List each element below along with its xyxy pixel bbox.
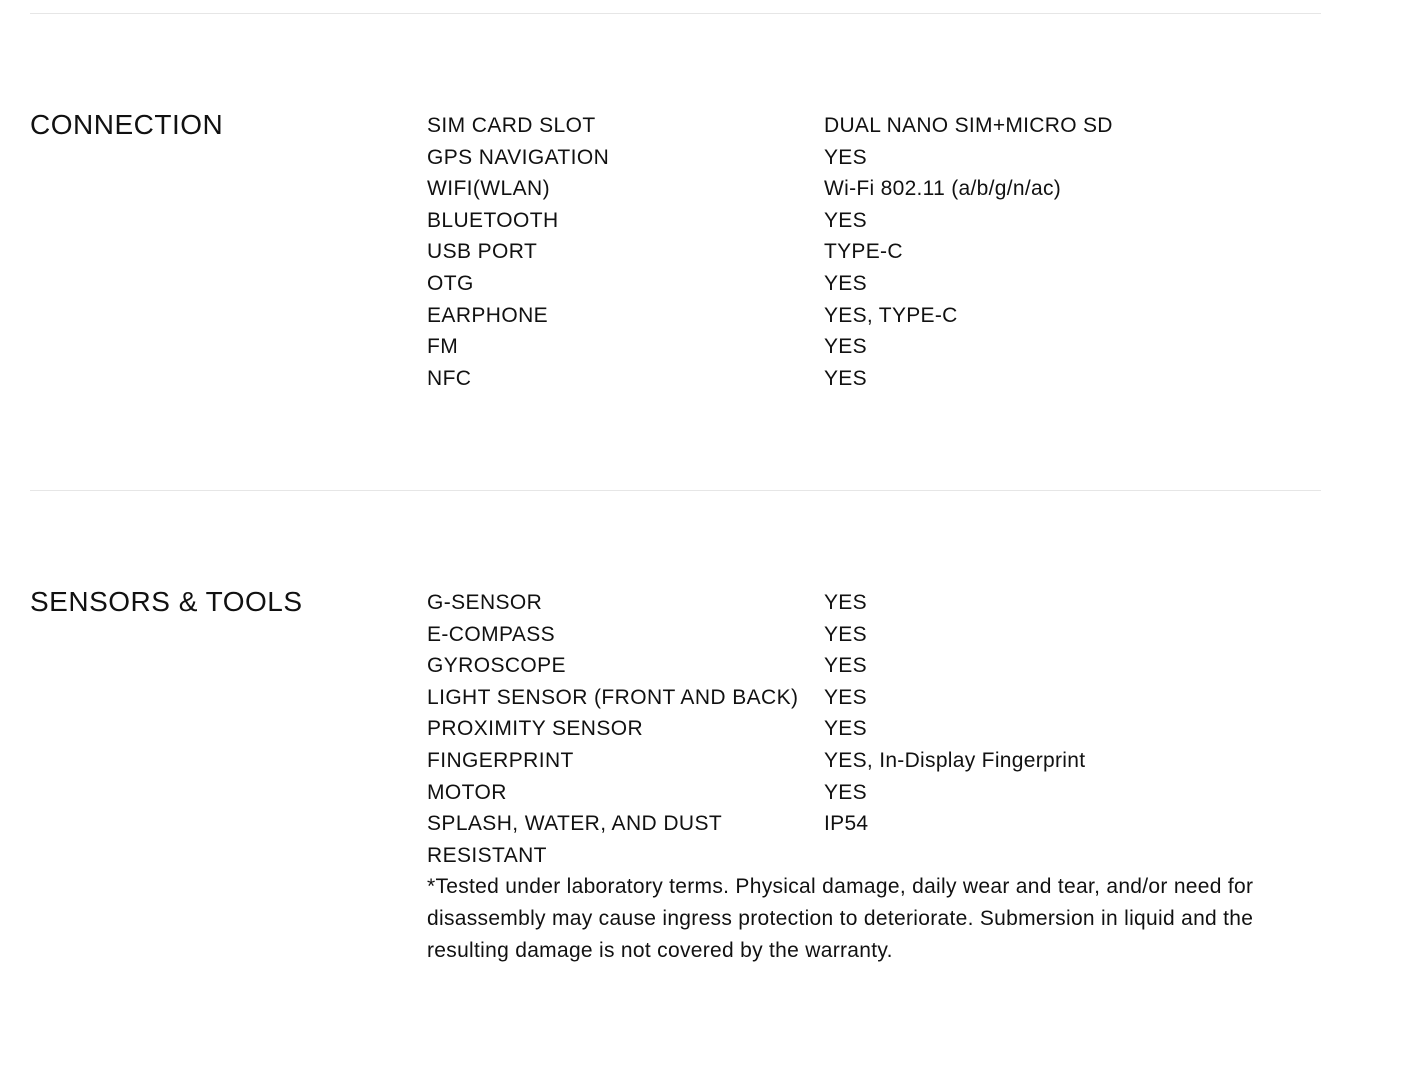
- spec-row-gps-navigation: [427, 142, 1307, 174]
- spec-row-light-sensor: [427, 682, 1307, 714]
- spec-value: YES: [824, 591, 867, 614]
- section-divider: [30, 490, 1321, 491]
- spec-value: Wi-Fi 802.11 (a/b/g/n/ac): [824, 177, 1062, 201]
- spec-value: YES: [824, 717, 867, 741]
- spec-row-gyroscope: [427, 650, 1307, 682]
- spec-row-e-compass: [427, 619, 1307, 651]
- connection-spec-list: [427, 110, 1307, 394]
- spec-label: GYROSCOPE: [427, 654, 566, 678]
- spec-label: NFC: [427, 366, 472, 390]
- spec-row-bluetooth: [427, 205, 1307, 237]
- section-title-connection: CONNECTION: [30, 109, 224, 140]
- spec-value: YES: [824, 622, 867, 646]
- spec-value: YES: [824, 780, 867, 804]
- spec-row-proximity-sensor: [427, 713, 1307, 745]
- footnote-text: *Tested under laboratory terms. Physical damage, daily wear and tear, and/or need for disassembly may cause ingress protection to deteriorate. Submersion in liquid and the resulting damage is not covered by the warranty.: [427, 875, 1254, 962]
- spec-value: TYPE-C: [824, 240, 903, 264]
- spec-value: YES, TYPE-C: [824, 303, 958, 327]
- spec-value: IP54: [824, 812, 869, 836]
- spec-value: YES: [824, 335, 867, 359]
- spec-label: USB PORT: [427, 240, 538, 264]
- spec-label: MOTOR: [427, 780, 507, 804]
- spec-label: WIFI(WLAN): [427, 177, 550, 201]
- spec-value: YES: [824, 654, 867, 678]
- spec-row-earphone: [427, 300, 1307, 332]
- spec-label: PROXIMITY SENSOR: [427, 717, 644, 741]
- spec-label: FM: [427, 335, 459, 359]
- spec-value: YES: [824, 685, 867, 709]
- spec-label: BLUETOOTH: [427, 208, 559, 232]
- spec-value: YES: [824, 208, 867, 232]
- spec-label: SPLASH, WATER, AND DUST RESISTANT: [427, 812, 722, 867]
- section-title-sensors-tools: SENSORS & TOOLS: [30, 586, 303, 617]
- spec-label: OTG: [427, 271, 474, 295]
- spec-row-wifi: [427, 173, 1307, 205]
- spec-label: LIGHT SENSOR (FRONT AND BACK): [427, 685, 799, 709]
- ip-rating-footnote: [427, 871, 1307, 966]
- spec-label: SIM CARD SLOT: [427, 114, 596, 137]
- spec-row-usb-port: [427, 236, 1307, 268]
- spec-label: G-SENSOR: [427, 591, 543, 614]
- spec-label: E-COMPASS: [427, 622, 556, 646]
- spec-label: FINGERPRINT: [427, 748, 574, 772]
- spec-label: EARPHONE: [427, 303, 549, 327]
- spec-row-fm: [427, 331, 1307, 363]
- sensors-spec-list: [427, 587, 1307, 966]
- spec-value: YES: [824, 366, 867, 390]
- spec-row-splash-water-dust: [427, 808, 1307, 871]
- spec-row-motor: [427, 777, 1307, 809]
- top-divider: [30, 13, 1321, 14]
- spec-row-fingerprint: [427, 745, 1307, 777]
- spec-row-sim-card-slot: [427, 110, 1307, 142]
- spec-value: YES, In-Display Fingerprint: [824, 748, 1086, 772]
- spec-row-otg: [427, 268, 1307, 300]
- spec-row-g-sensor: [427, 587, 1307, 619]
- spec-row-nfc: [427, 363, 1307, 395]
- spec-value: YES: [824, 271, 867, 295]
- spec-value: YES: [824, 145, 867, 169]
- spec-label: GPS NAVIGATION: [427, 145, 610, 169]
- spec-value: DUAL NANO SIM+MICRO SD: [824, 114, 1113, 137]
